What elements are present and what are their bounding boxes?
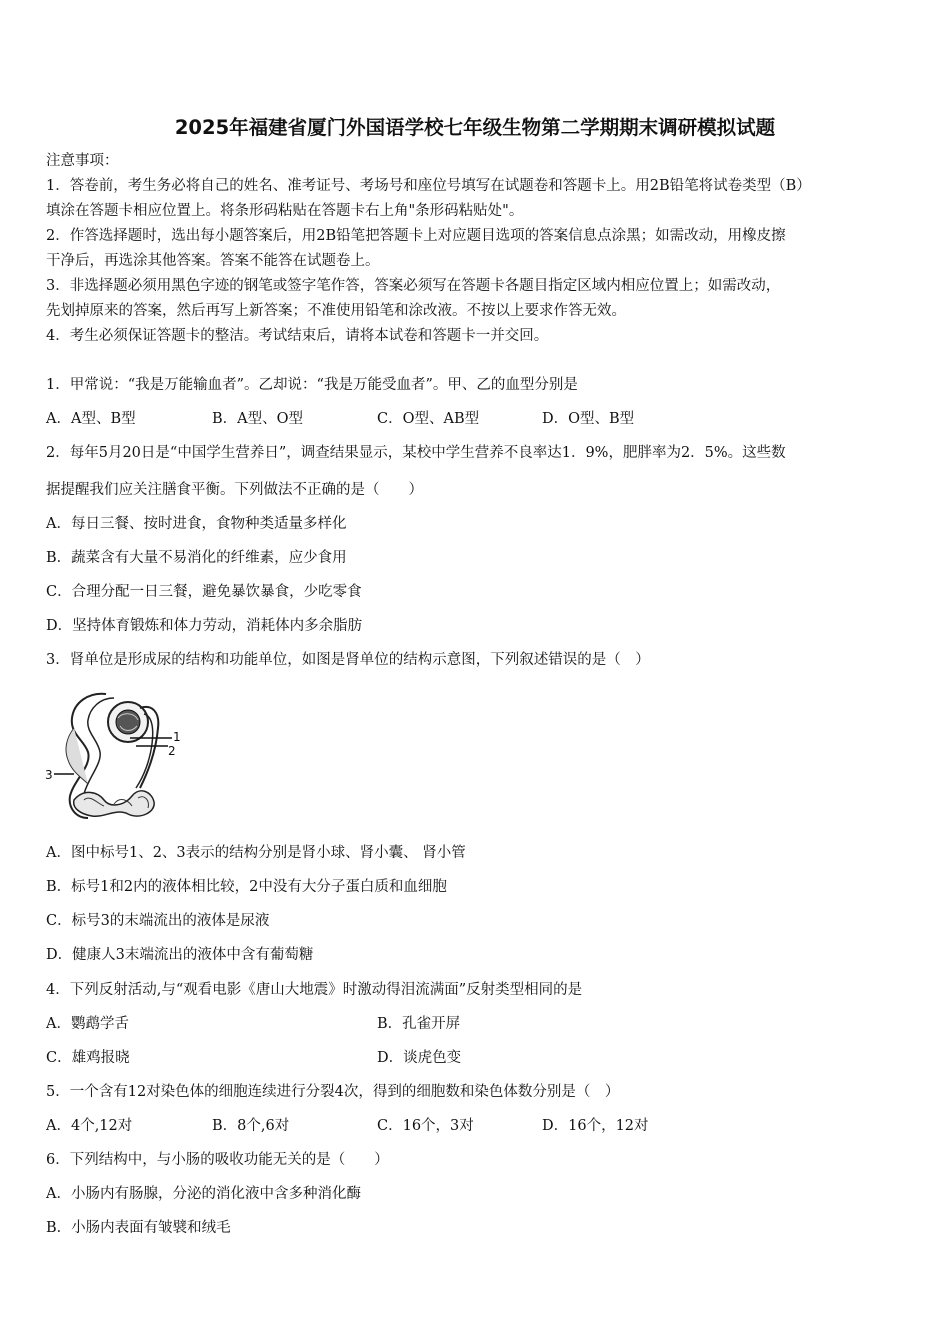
notice-line: 3．非选择题必须用黑色字迹的钢笔或签字笔作答，答案必须写在答题卡各题目指定区域内相应位置上；如需改动， [46, 278, 781, 294]
notice-line: 先划掉原来的答案，然后再写上新答案；不准使用铅笔和涂改液。不按以上要求作答无效。 [46, 303, 626, 319]
option-c: C．16个，3对 [377, 1118, 474, 1134]
figure-label-1: 1 [173, 730, 181, 744]
page-title: 2025年福建省厦门外国语学校七年级生物第二学期期末调研模拟试题 [174, 116, 776, 139]
notice-line: 4．考生必须保证答题卡的整洁。考试结束后，请将本试卷和答题卡一并交回。 [46, 328, 549, 344]
option-a: A．4个,12对 [46, 1118, 133, 1134]
option-c: C．O型、AB型 [377, 411, 480, 427]
notice-heading: 注意事项： [46, 153, 119, 169]
notice-line: 填涂在答题卡相应位置上。将条形码粘贴在答题卡右上角"条形码粘贴处"。 [46, 203, 524, 219]
option-c: C．标号3的末端流出的液体是尿液 [46, 913, 270, 929]
option-d: D．健康人3末端流出的液体中含有葡萄糖 [46, 947, 314, 963]
option-d: D．谈虎色变 [377, 1050, 462, 1066]
question-3-stem: 3．肾单位是形成尿的结构和功能单位，如图是肾单位的结构示意图，下列叙述错误的是（ ） [46, 652, 650, 668]
question-2-stem: 2．每年5月20日是“中国学生营养日”，调查结果显示，某校中学生营养不良率达1．9%，肥胖率为2．5%。这些数 [46, 445, 786, 461]
figure-label-2: 2 [168, 744, 176, 758]
option-b: B．标号1和2内的液体相比较，2中没有大分子蛋白质和血细胞 [46, 879, 447, 895]
option-b: B．小肠内表面有皱襞和绒毛 [46, 1220, 231, 1236]
notice-line: 2．作答选择题时，选出每小题答案后，用2B铅笔把答题卡上对应题目选项的答案信息点涂黑；如需改动，用橡皮擦 [46, 228, 786, 244]
option-b: B．A型、O型 [212, 411, 304, 427]
option-a: A．图中标号1、2、3表示的结构分别是肾小球、肾小囊、 肾小管 [46, 845, 466, 861]
question-6-stem: 6．下列结构中，与小肠的吸收功能无关的是（ ） [46, 1152, 389, 1168]
option-b: B．蔬菜含有大量不易消化的纤维素，应少食用 [46, 550, 347, 566]
figure-label-3: 3 [45, 768, 53, 782]
notice-line: 干净后，再选涂其他答案。答案不能答在试题卷上。 [46, 253, 380, 269]
question-2-stem: 据提醒我们应关注膳食平衡。下列做法不正确的是（ ） [46, 482, 423, 498]
option-b: B．8个,6对 [212, 1118, 290, 1134]
question-5-stem: 5．一个含有12对染色体的细胞连续进行分裂4次，得到的细胞数和染色体数分别是（ ） [46, 1084, 620, 1100]
notice-line: 1．答卷前，考生务必将自己的姓名、准考证号、考场号和座位号填写在试题卷和答题卡上。用2B铅笔将试卷类型（B） [46, 178, 811, 194]
option-a: A．每日三餐、按时进食，食物种类适量多样化 [46, 516, 347, 532]
nephron-diagram [44, 688, 184, 823]
option-c: C．合理分配一日三餐，避免暴饮暴食，少吃零食 [46, 584, 362, 600]
option-c: C．雄鸡报晓 [46, 1050, 130, 1066]
option-a: A．A型、B型 [46, 411, 136, 427]
option-a: A．鹦鹉学舌 [46, 1016, 129, 1032]
question-4-stem: 4．下列反射活动,与“观看电影《唐山大地震》时激动得泪流满面”反射类型相同的是 [46, 982, 583, 998]
option-d: D．坚持体育锻炼和体力劳动，消耗体内多余脂肪 [46, 618, 363, 634]
question-1-stem: 1．甲常说：“我是万能输血者”。乙却说：“我是万能受血者”。甲、乙的血型分别是 [46, 377, 578, 393]
option-d: D．O型、B型 [542, 411, 635, 427]
option-d: D．16个，12对 [542, 1118, 649, 1134]
option-a: A．小肠内有肠腺，分泌的消化液中含多种消化酶 [46, 1186, 361, 1202]
option-b: B．孔雀开屏 [377, 1016, 461, 1032]
